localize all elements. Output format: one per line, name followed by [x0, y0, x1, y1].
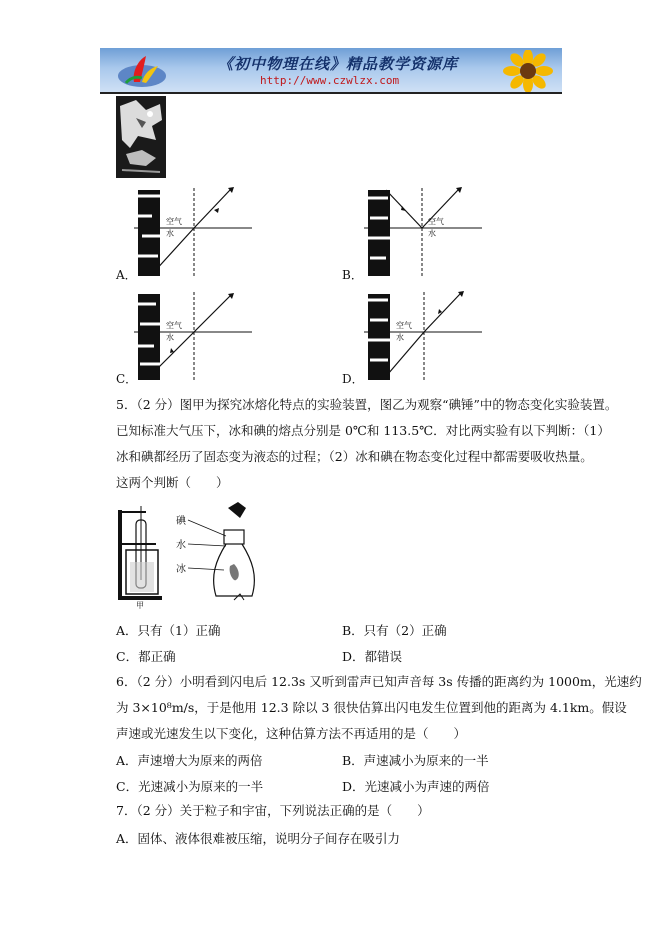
q5-apparatus-figure [116, 500, 266, 610]
label-water: 水 [176, 540, 186, 551]
label-ice: 冰 [176, 564, 186, 575]
site-logo-icon [116, 52, 168, 90]
q6-choice-c[interactable]: C．光速减小为原来的一半 [116, 779, 264, 794]
q5-choice-d[interactable]: D．都错误 [342, 649, 403, 664]
air-label: 空气 [428, 217, 444, 226]
q5-choice-a[interactable]: A．只有（1）正确 [116, 623, 221, 638]
q5-choice-c[interactable]: C．都正确 [116, 649, 176, 664]
q7-line: 7．（2 分）关于粒子和宇宙，下列说法正确的是（ ） [116, 803, 430, 818]
q6-choice-a[interactable]: A．声速增大为原来的两倍 [116, 753, 263, 768]
water-label: 水 [166, 229, 174, 238]
q6-choice-d[interactable]: D．光速减小为声速的两倍 [342, 779, 490, 794]
banner-title: 《初中物理在线》精品教学资源库 [218, 55, 459, 73]
q6-line-1: 6．（2 分）小明看到闪电后 12.3s 又听到雷声已知声音每 3s 传播的距离约为 1000m，光速约 [116, 674, 642, 689]
q6-line-3: 声速或光速发生以下变化，这种估算方法不再适用的是（ ） [116, 726, 467, 741]
header-banner [100, 48, 562, 92]
air-label: 空气 [396, 321, 412, 330]
q5-line-1: 5．（2 分）图甲为探究冰熔化特点的实验装置，图乙为观察“碘锤”中的物态变化实验装置。 [116, 397, 618, 412]
q5-choice-b[interactable]: B．只有（2）正确 [342, 623, 447, 638]
option-c-label[interactable]: C． [116, 372, 138, 386]
label-iodine: 碘 [176, 516, 186, 527]
header-rule [100, 92, 562, 94]
option-d-figure [364, 290, 484, 385]
option-c-figure [134, 290, 254, 385]
option-a-figure [134, 186, 254, 281]
q6-choice-b[interactable]: B．声速减小为原来的一半 [342, 753, 489, 768]
label-jia: 甲 [136, 601, 144, 610]
q7-choice-a[interactable]: A．固体、液体很难被压缩，说明分子间存在吸引力 [116, 831, 401, 846]
air-label: 空气 [166, 321, 182, 330]
sunflower-icon [500, 50, 556, 92]
option-b-figure [364, 186, 484, 281]
q5-line-4: 这两个判断（ ） [116, 475, 229, 490]
option-a-label[interactable]: A． [116, 268, 137, 282]
q6-line-2: 为 3×10⁸m/s，于是他用 12.3 除以 3 很快估算出闪电发生位置到他的距离为 4.1km。假设 [116, 700, 627, 715]
q5-line-3: 冰和碘都经历了固态变为液态的过程；（2）冰和碘在物态变化过程中都需要吸收热量。 [116, 449, 593, 464]
option-b-label[interactable]: B． [342, 268, 363, 282]
banner-url: http://www.czwlzx.com [260, 74, 400, 87]
water-label: 水 [166, 333, 174, 342]
option-d-label[interactable]: D． [342, 372, 364, 386]
water-label: 水 [396, 333, 404, 342]
air-label: 空气 [166, 217, 182, 226]
q5-line-2: 已知标准大气压下，冰和碘的熔点分别是 0℃和 113.5℃．对比两实验有以下判断：（1） [116, 423, 610, 438]
fish-photo [116, 96, 166, 178]
water-label: 水 [428, 229, 436, 238]
